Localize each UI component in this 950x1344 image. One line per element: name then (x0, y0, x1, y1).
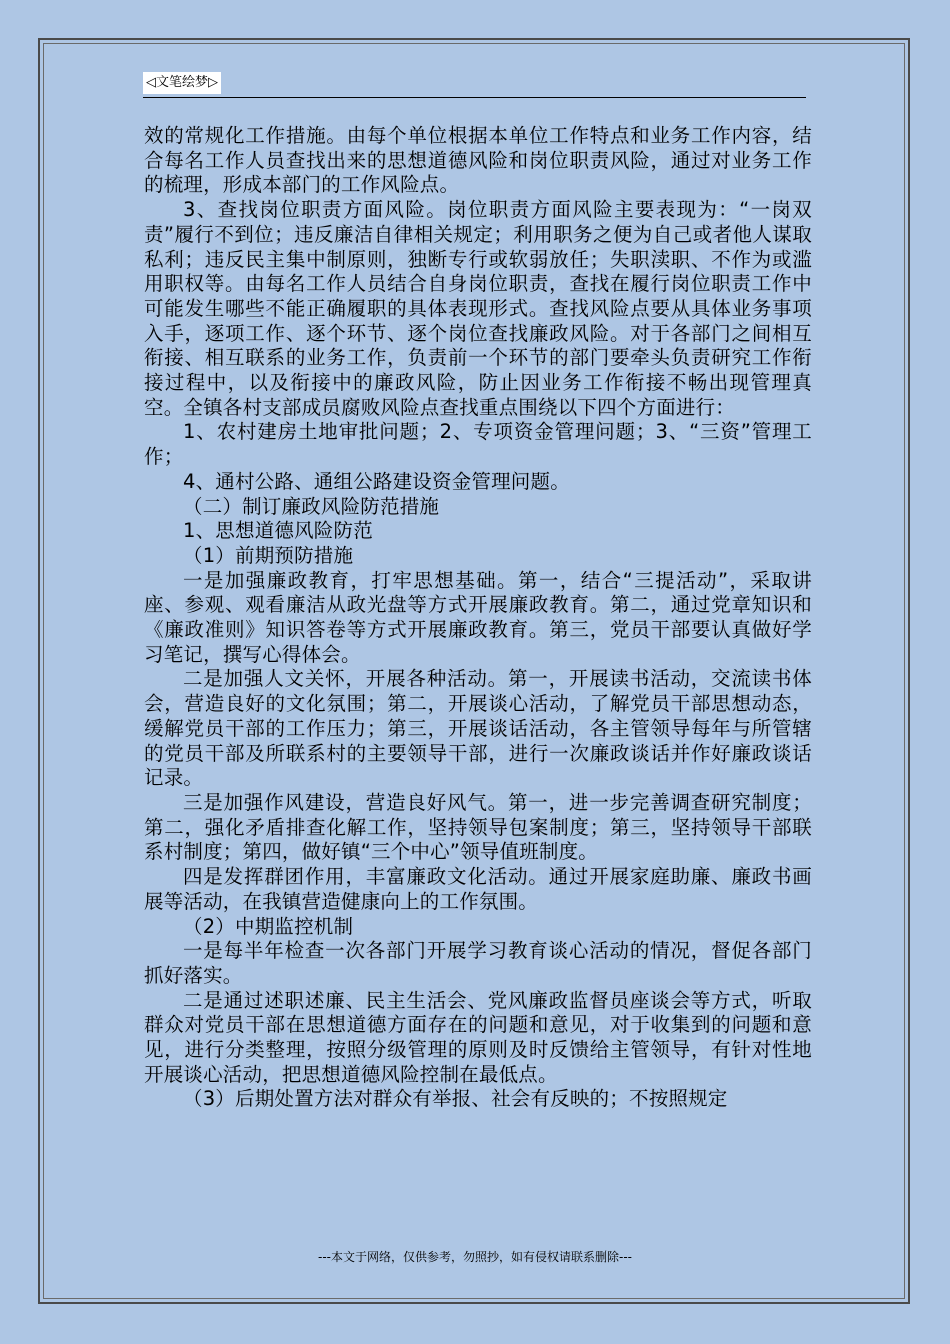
section-heading: 1、思想道德风险防范 (183, 519, 373, 543)
paragraph: 效的常规化工作措施。由每个单位根据本单位工作特点和业务工作内容，结合每名工作人员查找出来的思想道德风险和岗位职责风险，通过对业务工作的梳理，形成本部门的工作风险点。 (144, 124, 812, 197)
brand-logo: ◁文笔绘梦▷ (143, 72, 221, 94)
footer-disclaimer: ---本文于网络，仅供参考，勿照抄，如有侵权请联系删除--- (318, 1250, 632, 1264)
paragraph: 4、通村公路、通组公路建设资金管理问题。 (183, 469, 570, 493)
paragraph: （3）后期处置方法对群众有举报、社会有反映的；不按照规定 (183, 1087, 728, 1111)
paragraph: 四是发挥群团作用，丰富廉政文化活动。通过开展家庭助廉、廉政书画展等活动，在我镇营造健康向上的工作氛围。 (144, 865, 812, 913)
paragraph: 二是加强人文关怀，开展各种活动。第一，开展读书活动，交流读书体会，营造良好的文化氛围；第二，开展谈心活动，了解党员干部思想动态，缓解党员干部的工作压力；第三，开展谈话活动，各主管领导每年与所管辖的党员干部及所联系村的主要领导干部，进行一次廉政谈话并作好廉政谈话记录。 (144, 667, 812, 790)
section-heading: （二）制订廉政风险防范措施 (183, 494, 440, 518)
paragraph: 3、查找岗位职责方面风险。岗位职责方面风险主要表现为：“一岗双责”履行不到位；违反廉洁自律相关规定；利用职务之便为自己或者他人谋取私利；违反民主集中制原则，独断专行或软弱放任；失职渎职、不作为或滥用职权等。由每名工作人员结合自身岗位职责，查找在履行岗位职责工作中可能发生哪些不能正确履职的具体表现形式。查找风险点要从具体业务事项入手，逐项工作、逐个环节、逐个岗位查找廉政风险。对于各部门之间相互衔接、相互联系的业务工作，负责前一个环节的部门要牵头负责研究工作衔接过程中，以及衔接中的廉政风险，防止因业务工作衔接不畅出现管理真空。全镇各村支部成员腐败风险点查找重点围绕以下四个方面进行： (144, 198, 812, 419)
paragraph: 一是每半年检查一次各部门开展学习教育谈心活动的情况，督促各部门抓好落实。 (144, 939, 812, 987)
header-divider (143, 97, 806, 98)
section-heading: （2）中期监控机制 (183, 914, 354, 938)
paragraph: 1、农村建房土地审批问题；2、专项资金管理问题；3、“三资”管理工作； (144, 420, 812, 469)
document-body (144, 124, 812, 1112)
paragraph: 二是通过述职述廉、民主生活会、党风廉政监督员座谈会等方式，听取群众对党员干部在思想道德方面存在的问题和意见，对于收集到的问题和意见，进行分类整理，按照分级管理的原则及时反馈给主管领导，有针对性地开展谈心活动，把思想道德风险控制在最低点。 (144, 988, 812, 1086)
paragraph: 三是加强作风建设，营造良好风气。第一，进一步完善调查研究制度；第二，强化矛盾排查化解工作，坚持领导包案制度；第三，坚持领导干部联系村制度；第四，做好镇“三个中心”领导值班制度。 (144, 790, 812, 864)
paragraph: 一是加强廉政教育，打牢思想基础。第一，结合“三提活动”，采取讲座、参观、观看廉洁从政光盘等方式开展廉政教育。第二，通过党章知识和《廉政准则》知识答卷等方式开展廉政教育。第三，党员干部要认真做好学习笔记，撰写心得体会。 (144, 568, 812, 666)
section-heading: （1）前期预防措施 (183, 543, 354, 567)
